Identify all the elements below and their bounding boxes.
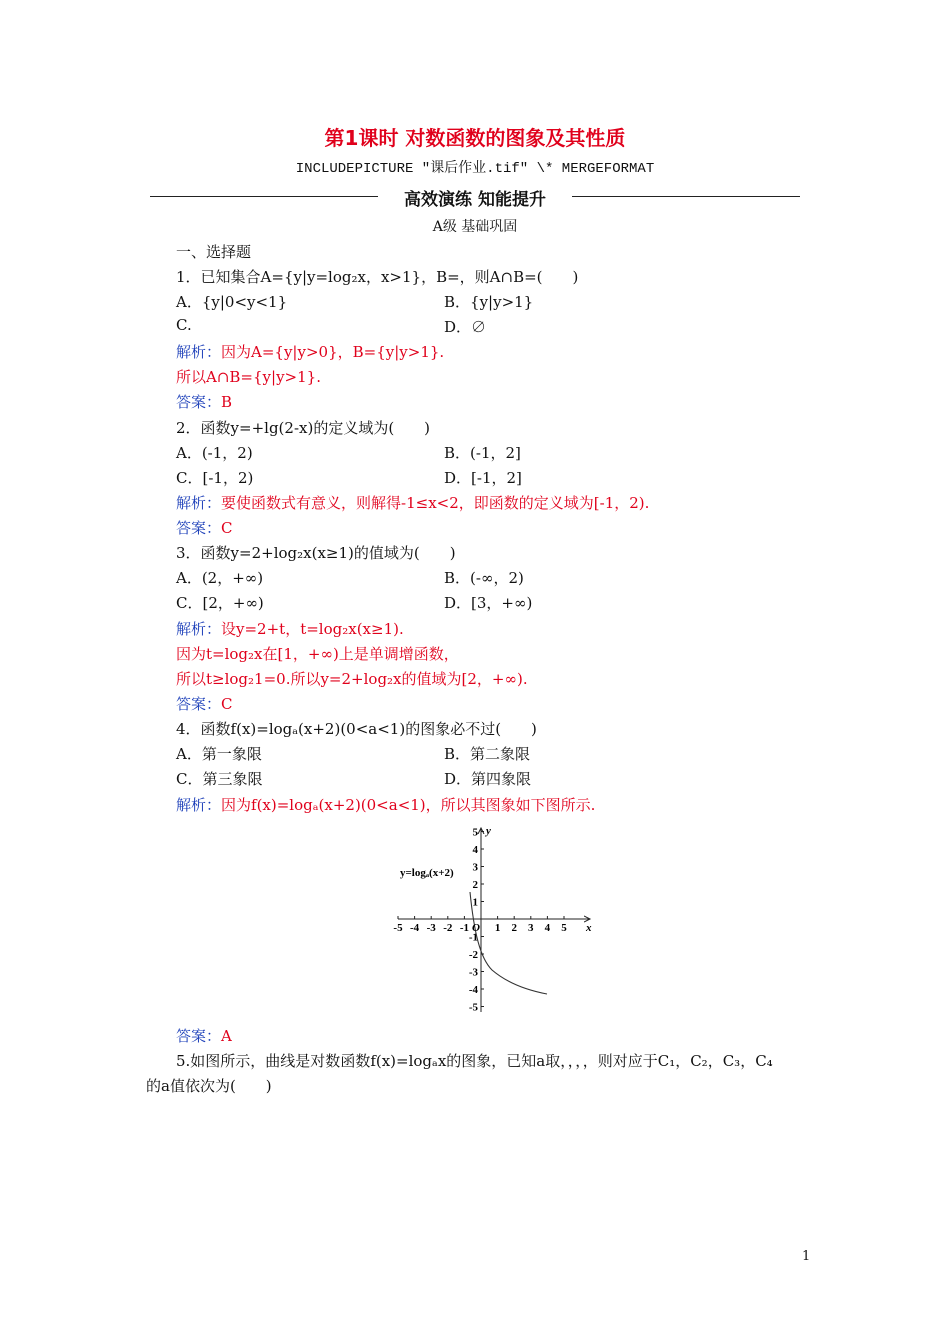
origin-label: O [472, 922, 480, 934]
question-3-option-d: D．[3，+∞) [444, 594, 533, 612]
question-4-solution [176, 794, 595, 815]
x-tick-label: -4 [410, 922, 420, 934]
log-function-graph [390, 822, 600, 1018]
x-tick-label: -5 [393, 922, 403, 934]
question-3-stem: 3．函数y=2+log₂x(x≥1)的值域为( ) [176, 544, 456, 562]
solution-text: 设y=2+t，t=log₂x(x≥1). [221, 620, 404, 638]
answer-value: C [221, 695, 233, 713]
page-number: 1 [802, 1249, 811, 1264]
question-1-answer [176, 391, 232, 412]
solution-label: 解析： [176, 494, 222, 512]
level-heading: A级 基础巩固 [432, 219, 518, 235]
x-tick-label: -3 [426, 922, 436, 934]
question-4-stem: 4．函数f(x)=logₐ(x+2)(0<a<1)的图象必不过( ) [176, 720, 537, 738]
question-2-solution [176, 492, 649, 513]
question-1-option-a: A．{y|0<y<1} [176, 293, 288, 311]
question-4-option-d: D．第四象限 [444, 770, 532, 788]
question-5-stem-line-2: 的a值依次为( ) [146, 1077, 272, 1095]
question-4-option-c: C．第三象限 [176, 770, 263, 788]
question-3-solution-line-3: 所以t≥log₂1=0.所以y=2+log₂x的值域为[2，+∞). [176, 670, 528, 688]
answer-value: A [221, 1027, 232, 1045]
question-4-option-a: A．第一象限 [176, 745, 262, 763]
question-3-solution-line-2: 因为t=log₂x在[1，+∞)上是单调增函数， [176, 645, 459, 663]
question-2-answer [176, 517, 233, 538]
question-2-option-c: C．[-1，2) [176, 469, 254, 487]
question-1-option-b: B．{y|y>1} [444, 293, 534, 311]
section-heading: 一、选择题 [176, 243, 252, 261]
question-4-answer [176, 1025, 232, 1046]
y-axis-label: y [486, 825, 491, 837]
question-1-stem: 1．已知集合A={y|y=log₂x，x>1}，B=，则A∩B=( ) [176, 268, 579, 286]
question-2-option-b: B．(-1，2] [444, 444, 521, 462]
x-axis-label: x [586, 922, 592, 934]
x-tick-label: -2 [443, 922, 453, 934]
page-title: 第1课时 对数函数的图象及其性质 [324, 126, 626, 150]
solution-label: 解析： [176, 796, 222, 814]
question-5-stem: 5.如图所示，曲线是对数函数f(x)=logₐx的图象，已知a取，，，，则对应于C₁，C₂，C₃，C₄ [176, 1052, 773, 1070]
question-2-option-a: A．(-1，2) [176, 444, 253, 462]
question-3-option-c: C．[2，+∞) [176, 594, 264, 612]
y-tick-label: 3 [472, 861, 478, 874]
question-4-option-b: B．第二象限 [444, 745, 531, 763]
y-tick-label: -3 [468, 966, 478, 979]
curve-label: y=logₐ(x+2) [400, 867, 454, 879]
solution-text: 因为f(x)=logₐ(x+2)(0<a<1)，所以其图象如下图所示. [221, 796, 596, 814]
y-tick-label: -2 [468, 949, 478, 961]
axis-ticks [393, 827, 567, 1014]
answer-label: 答案： [176, 695, 222, 713]
answer-label: 答案： [176, 393, 222, 411]
include-field-code: INCLUDEPICTURE "课后作业.tif" \* MERGEFORMAT [295, 161, 655, 177]
x-tick-label: 4 [544, 922, 551, 934]
x-tick-label: 5 [561, 922, 567, 934]
y-tick-label: 2 [472, 879, 478, 891]
y-tick-label: 1 [472, 896, 478, 909]
y-tick-label: -5 [468, 1001, 478, 1014]
x-tick-label: 2 [511, 922, 517, 934]
question-1-option-c: C. [176, 316, 192, 334]
y-tick-label: 4 [472, 844, 478, 856]
x-tick-label: 1 [494, 922, 501, 934]
y-tick-label: -1 [468, 931, 478, 944]
question-2-option-d: D．[-1，2] [444, 469, 522, 487]
answer-label: 答案： [176, 1027, 222, 1045]
x-tick-label: -1 [459, 922, 469, 934]
question-2-stem: 2．函数y=+lg(2-x)的定义域为( ) [176, 419, 431, 437]
question-3-answer [176, 693, 233, 714]
y-tick-label: -4 [468, 984, 478, 996]
question-3-option-a: A．(2，+∞) [176, 569, 264, 587]
question-1-option-d: D．∅ [444, 318, 487, 336]
banner-text: 高效演练 知能提升 [404, 190, 546, 210]
solution-text: 要使函数式有意义，则解得-1≤x<2，即函数的定义域为[-1，2). [221, 494, 650, 512]
question-1-solution-line-2: 所以A∩B={y|y>1}. [176, 368, 321, 386]
question-1-solution [176, 341, 444, 362]
solution-label: 解析： [176, 620, 222, 638]
y-tick-label: 5 [472, 826, 478, 839]
section-banner [150, 185, 800, 210]
solution-label: 解析： [176, 343, 222, 361]
solution-text: 因为A={y|y>0}，B={y|y>1}. [221, 343, 445, 361]
answer-value: B [221, 393, 233, 411]
question-3-solution [176, 618, 404, 639]
answer-label: 答案： [176, 519, 222, 537]
curve [470, 892, 547, 994]
answer-value: C [221, 519, 233, 537]
x-tick-label: 3 [528, 922, 534, 934]
question-3-option-b: B．(-∞，2) [444, 569, 524, 587]
